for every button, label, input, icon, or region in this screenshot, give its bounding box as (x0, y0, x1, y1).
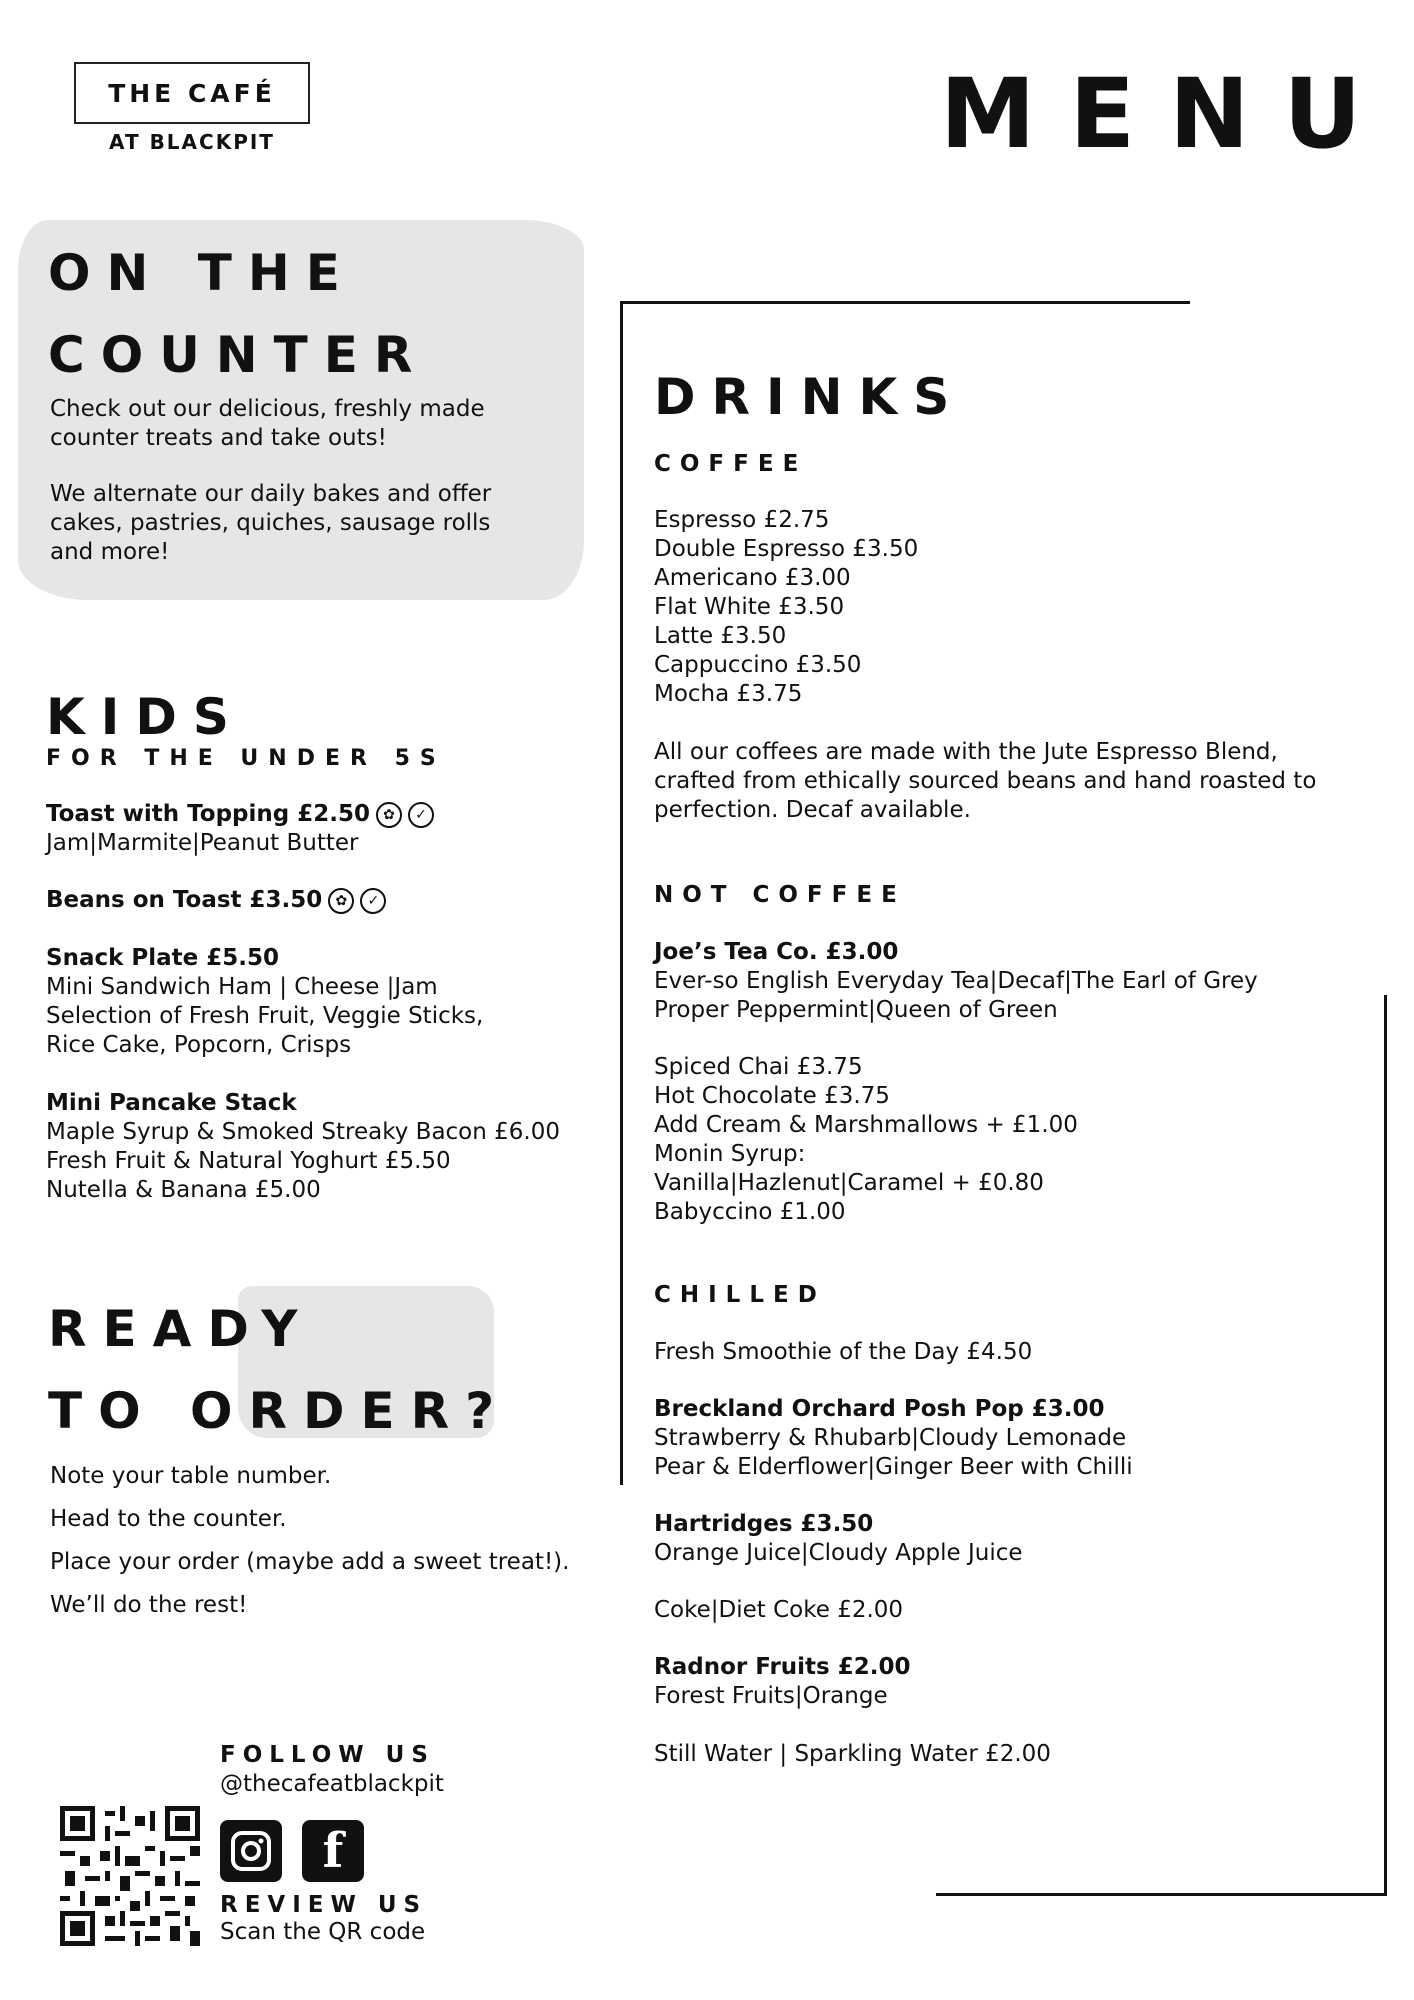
page-title: MENU (940, 58, 1396, 170)
list-item: Monin Syrup: (654, 1141, 806, 1167)
vegetarian-icon: ✓ (360, 888, 386, 914)
social-handle[interactable]: @thecafeatblackpit (220, 1771, 444, 1797)
qr-code-icon[interactable] (60, 1806, 200, 1946)
counter-heading-2: COUNTER (48, 326, 429, 384)
tea-desc: Ever-so English Everyday Tea|Decaf|The Earl of Grey (654, 968, 1258, 994)
hartridges-name: Hartridges £3.50 (654, 1511, 874, 1537)
frame-left-line (620, 301, 623, 1485)
list-item: Babyccino £1.00 (654, 1199, 846, 1225)
tea-block (654, 938, 1258, 1025)
follow-heading: FOLLOW US (220, 1742, 435, 1768)
kids-item-name: Toast with Topping £2.50 (46, 801, 370, 827)
list-item: Flat White £3.50 (654, 594, 845, 620)
not-coffee-heading: NOT COFFEE (654, 882, 906, 908)
radnor-name: Radnor Fruits £2.00 (654, 1654, 911, 1680)
frame-right-line (1384, 995, 1387, 1895)
kids-item-name: Beans on Toast £3.50 (46, 887, 323, 913)
drinks-heading: DRINKS (654, 368, 966, 426)
coffee-note-line: crafted from ethically sourced beans and hand roasted to (654, 768, 1317, 794)
kids-item (46, 1089, 560, 1205)
ready-step: We’ll do the rest! (50, 1592, 248, 1618)
logo (74, 62, 310, 124)
kids-item-name: Mini Pancake Stack (46, 1090, 297, 1116)
list-item: Hot Chocolate £3.75 (654, 1083, 890, 1109)
kids-subheading: FOR THE UNDER 5S (46, 746, 446, 771)
facebook-icon[interactable]: f (302, 1820, 364, 1882)
kids-item (46, 886, 386, 915)
counter-line-c: and more! (50, 539, 170, 565)
posh-pop-name: Breckland Orchard Posh Pop £3.00 (654, 1396, 1105, 1422)
kids-item (46, 800, 434, 858)
posh-pop-block (654, 1395, 1133, 1482)
ready-step: Place your order (maybe add a sweet treat!). (50, 1549, 570, 1575)
posh-pop-desc: Pear & Elderflower|Ginger Beer with Chilli (654, 1454, 1133, 1480)
list-item: Cappuccino £3.50 (654, 652, 862, 678)
ready-heading-2: TO ORDER? (48, 1382, 511, 1440)
coffee-heading: COFFEE (654, 451, 808, 477)
kids-item-desc: Maple Syrup & Smoked Streaky Bacon £6.00 (46, 1119, 560, 1145)
review-heading: REVIEW US (220, 1892, 428, 1918)
hartridges-block (654, 1510, 1023, 1568)
radnor-block (654, 1653, 911, 1711)
kids-item-desc: Fresh Fruit & Natural Yoghurt £5.50 (46, 1148, 451, 1174)
kids-item-desc: Rice Cake, Popcorn, Crisps (46, 1032, 352, 1058)
ready-step: Head to the counter. (50, 1506, 287, 1532)
hartridges-desc: Orange Juice|Cloudy Apple Juice (654, 1540, 1023, 1566)
counter-line-a: We alternate our daily bakes and offer (50, 481, 492, 507)
kids-item-desc: Nutella & Banana £5.00 (46, 1177, 321, 1203)
logo-subtitle: AT BLACKPIT (109, 130, 275, 154)
wheat-icon: ✿ (376, 802, 402, 828)
list-item: Vanilla|Hazlenut|Caramel + £0.80 (654, 1170, 1044, 1196)
list-item: Americano £3.00 (654, 565, 851, 591)
vegetarian-icon: ✓ (408, 802, 434, 828)
counter-heading-1: ON THE (48, 244, 356, 302)
coffee-note-line: All our coffees are made with the Jute Espresso Blend, (654, 739, 1278, 765)
kids-item-desc: Mini Sandwich Ham | Cheese |Jam (46, 974, 438, 1000)
coffee-list (654, 506, 918, 709)
chilled-heading: CHILLED (654, 1282, 826, 1308)
list-item: Mocha £3.75 (654, 681, 803, 707)
not-coffee-list (654, 1053, 1078, 1227)
counter-intro: Check out our delicious, freshly made counter treats and take outs! (50, 396, 485, 451)
counter-line-b: cakes, pastries, quiches, sausage rolls (50, 510, 491, 536)
radnor-desc: Forest Fruits|Orange (654, 1683, 888, 1709)
tea-desc: Proper Peppermint|Queen of Green (654, 997, 1058, 1023)
wheat-icon: ✿ (328, 888, 354, 914)
scan-text: Scan the QR code (220, 1919, 426, 1945)
ready-heading-1: READY (48, 1300, 314, 1358)
chilled-smoothie: Fresh Smoothie of the Day £4.50 (654, 1339, 1033, 1365)
kids-item (46, 944, 483, 1060)
coffee-note (654, 738, 1316, 825)
kids-heading: KIDS (46, 688, 245, 746)
frame-top-line (620, 301, 1190, 304)
ready-step: Note your table number. (50, 1463, 332, 1489)
kids-item-desc: Jam|Marmite|Peanut Butter (46, 830, 359, 856)
list-item: Spiced Chai £3.75 (654, 1054, 863, 1080)
instagram-icon[interactable] (220, 1820, 282, 1882)
kids-item-desc: Selection of Fresh Fruit, Veggie Sticks, (46, 1003, 484, 1029)
frame-bottom-line (936, 1893, 1387, 1896)
kids-item-name: Snack Plate £5.50 (46, 945, 280, 971)
posh-pop-desc: Strawberry & Rhubarb|Cloudy Lemonade (654, 1425, 1127, 1451)
water-item: Still Water | Sparkling Water £2.00 (654, 1741, 1051, 1767)
list-item: Latte £3.50 (654, 623, 787, 649)
logo-title: THE CAFÉ (108, 78, 276, 108)
list-item: Double Espresso £3.50 (654, 536, 919, 562)
list-item: Espresso £2.75 (654, 507, 830, 533)
tea-name: Joe’s Tea Co. £3.00 (654, 939, 899, 965)
coke-item: Coke|Diet Coke £2.00 (654, 1597, 904, 1623)
list-item: Add Cream & Marshmallows + £1.00 (654, 1112, 1078, 1138)
coffee-note-line: perfection. Decaf available. (654, 797, 971, 823)
